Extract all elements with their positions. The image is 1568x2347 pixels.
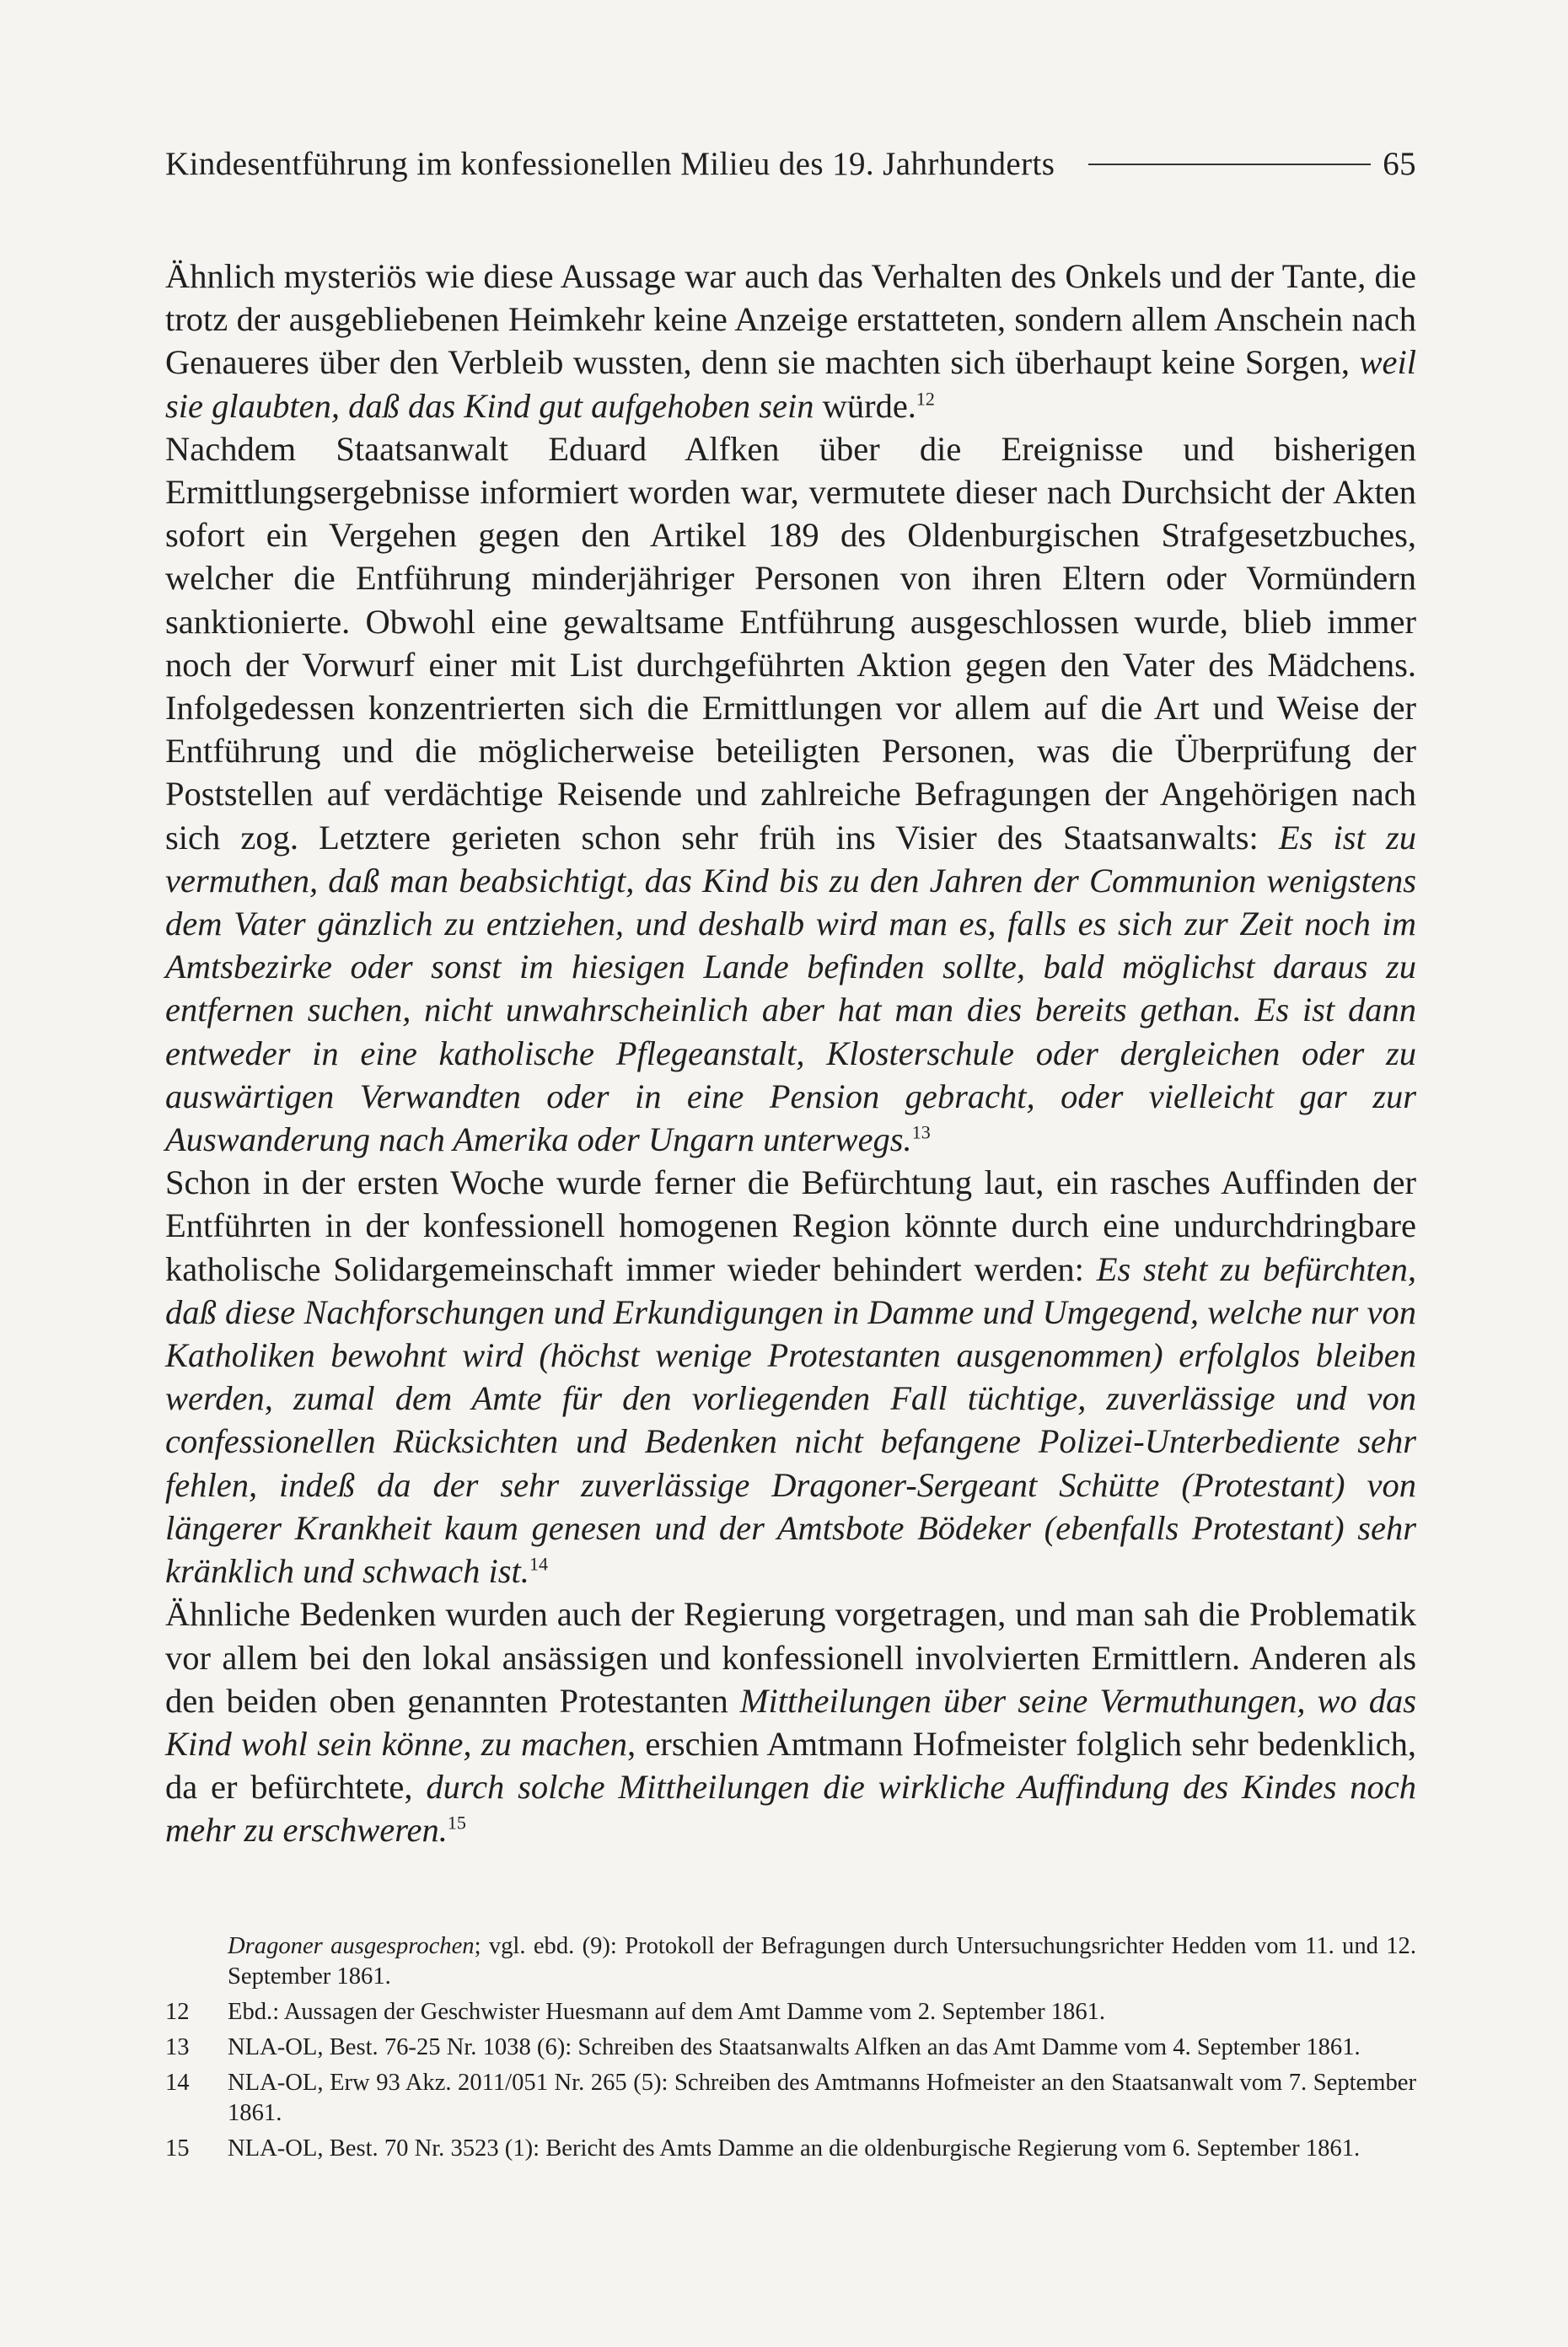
quote-4b: durch solche Mittheilungen die wirkliche Auffindung des Kindes noch mehr zu erschweren. — [165, 1768, 1416, 1850]
paragraph-4: Ähnliche Bedenken wurden auch der Regierung vorgetragen, und man sah die Problematik vor allem bei den lokal ansässigen und konfessionell involvierten Ermittlern. Anderen als den beiden oben genannten Protestanten Mittheilungen über seine Vermuthungen, wo das Kind wohl sein könne, zu machen, erschien Amtmann Hofmeister folglich sehr bedenklich, da er befürchtete, durch solche Mittheilungen die wirkliche Auffindung des Kindes noch mehr zu erschweren.$^{15}$ — [165, 1595, 1416, 1850]
footnote-12 — [165, 1997, 1416, 2027]
footnote-ref-12: 12 — [916, 388, 935, 410]
footnote-ref-14: 14 — [529, 1553, 548, 1575]
footnote-number: 12 — [165, 1998, 190, 2025]
paragraph-1: Ähnlich mysteriös wie diese Aussage war auch das Verhalten des Onkels und der Tante, die trotz der ausgebliebenen Heimkehr keine Anzeige erstatteten, sondern allem Anschein nach Genaueres über den Verbleib wussten, denn sie machten sich überhaupt keine Sorgen, weil sie glaubten, daß das Kind gut aufgehoben sein würde.$^{12}$ — [165, 257, 1416, 425]
footnote-number: 15 — [165, 2135, 190, 2162]
footnotes — [165, 1931, 1416, 2164]
quote-3: Es steht zu befürchten, daß diese Nachforschungen und Erkundigungen in Damme und Umgegend, welche nur von Katholiken bewohnt wird (höchst wenige Protestanten ausgenommen) erfolglos bleiben werden, zumal dem Amte für den vorliegenden Fall tüchtige, zuverlässige und von confessionellen Rücksichten und Bedenken nicht befangene Polizei-Unterbediente sehr fehlen, indeß da der sehr zuverlässige Dragoner-Sergeant Schütte (Protestant) von längerer Krankheit kaum genesen und der Amtsbote Bödeker (ebenfalls Protestant) sehr kränklich und schwach ist. — [165, 1249, 1416, 1591]
footnote-continuation: Dragoner ausgesprochen; vgl. ebd. (9): Protokoll der Befragungen durch Untersuchungsrichter Hedden vom 11. und 12. September 1861. — [228, 1932, 1416, 1990]
footnote-ref-13: 13 — [911, 1121, 931, 1143]
footnote-ref-15: 15 — [447, 1812, 466, 1834]
page — [165, 145, 1416, 2169]
paragraph-3: Schon in der ersten Woche wurde ferner die Befürchtung laut, ein rasches Auffinden der Entführten in der konfessionell homogenen Region könnte durch eine undurchdringbare katholische Solidargemeinschaft immer wieder behindert werden: Es steht zu befürchten, daß diese Nachforschungen und Erkundigungen in Damme und Umgegend, welche nur von Katholiken bewohnt wird (höchst wenige Protestanten ausgenommen) erfolglos bleiben werden, zumal dem Amte für den vorliegenden Fall tüchtige, zuverlässige und von confessionellen Rücksichten und Bedenken nicht befangene Polizei-Unterbediente sehr fehlen, indeß da der sehr zuverlässige Dragoner-Sergeant Schütte (Protestant) von längerer Krankheit kaum genesen und der Amtsbote Bödeker (ebenfalls Protestant) sehr kränklich und schwach ist.$^{14}$ — [165, 1163, 1416, 1591]
quote-1: weil sie glaubten, daß das Kind gut aufgehoben sein — [165, 343, 1416, 425]
footnote-text: NLA-OL, Best. 76-25 Nr. 1038 (6): Schreiben des Staatsanwalts Alfken an das Amt Damme vom 4. September 1861. — [228, 2033, 1361, 2060]
body-text — [165, 255, 1416, 1852]
quote-2: Es ist zu vermuthen, daß man beabsichtigt, das Kind bis zu den Jahren der Communion wenigstens dem Vater gänzlich zu entziehen, und deshalb wird man es, falls es sich zur Zeit noch im Amtsbezirke oder sonst im hiesigen Lande befinden sollte, bald möglichst daraus zu entfernen suchen, nicht unwahrscheinlich aber hat man dies bereits gethan. Es ist dann entweder in eine katholische Pflegeanstalt, Klosterschule oder dergleichen oder zu auswärtigen Verwandten oder in eine Pension gebracht, oder vielleicht gar zur Auswanderung nach Amerika oder Ungarn unterwegs. — [165, 818, 1416, 1159]
footnote-14 — [165, 2068, 1416, 2129]
footnote-number: 14 — [165, 2069, 190, 2096]
quote-4a: Mittheilungen über seine Vermuthungen, wo das Kind wohl sein könne, zu machen — [165, 1681, 1416, 1763]
footnote-number: 13 — [165, 2033, 190, 2060]
footnote-text: NLA-OL, Best. 70 Nr. 3523 (1): Bericht des Amts Damme an die oldenburgische Regierung vom 6. September 1861. — [228, 2135, 1361, 2162]
footnote-15 — [165, 2134, 1416, 2164]
running-title: Kindesentführung im konfessionellen Milieu des 19. Jahrhunderts — [165, 146, 1055, 182]
paragraph-2: Nachdem Staatsanwalt Eduard Alfken über die Ereignisse und bisherigen Ermittlungsergebnisse informiert worden war, vermutete dieser nach Durchsicht der Akten sofort ein Vergehen gegen den Artikel 189 des Oldenburgischen Strafgesetzbuches, welcher die Entführung minderjähriger Personen von ihren Eltern oder Vormündern sanktionierte. Obwohl eine gewaltsame Entführung ausgeschlossen wurde, blieb immer noch der Vorwurf einer mit List durchgeführten Aktion gegen den Vater des Mädchens. Infolgedessen konzentrierten sich die Ermittlungen vor allem auf die Art und Weise der Entführung und die möglicherweise beteiligten Personen, was die Überprüfung der Poststellen auf verdächtige Reisende und zahlreiche Befragungen der Angehörigen nach sich zog. Letztere gerieten schon sehr früh ins Visier des Staatsanwalts: Es ist zu vermuthen, daß man beabsichtigt, das Kind bis zu den Jahren der Communion wenigstens dem Vater gänzlich zu entziehen, und deshalb wird man es, falls es sich zur Zeit noch im Amtsbezirke oder sonst im hiesigen Lande befinden sollte, bald möglichst daraus zu entfernen suchen, nicht unwahrscheinlich aber hat man dies bereits gethan. Es ist dann entweder in eine katholische Pflegeanstalt, Klosterschule oder dergleichen oder zu auswärtigen Verwandten oder in eine Pension gebracht, oder vielleicht gar zur Auswanderung nach Amerika oder Ungarn unterwegs.$^{13}$ — [165, 429, 1416, 1159]
header-rule — [1088, 164, 1371, 165]
page-number: 65 — [1383, 146, 1416, 182]
footnote-text: NLA-OL, Erw 93 Akz. 2011/051 Nr. 265 (5): Schreiben des Amtmanns Hofmeister an den Staatsanwalt vom 7. September 1861. — [228, 2069, 1416, 2126]
running-head — [165, 145, 1416, 184]
footnote-text: Ebd.: Aussagen der Geschwister Huesmann auf dem Amt Damme vom 2. September 1861. — [228, 1998, 1106, 2025]
footnote-13 — [165, 2033, 1416, 2063]
